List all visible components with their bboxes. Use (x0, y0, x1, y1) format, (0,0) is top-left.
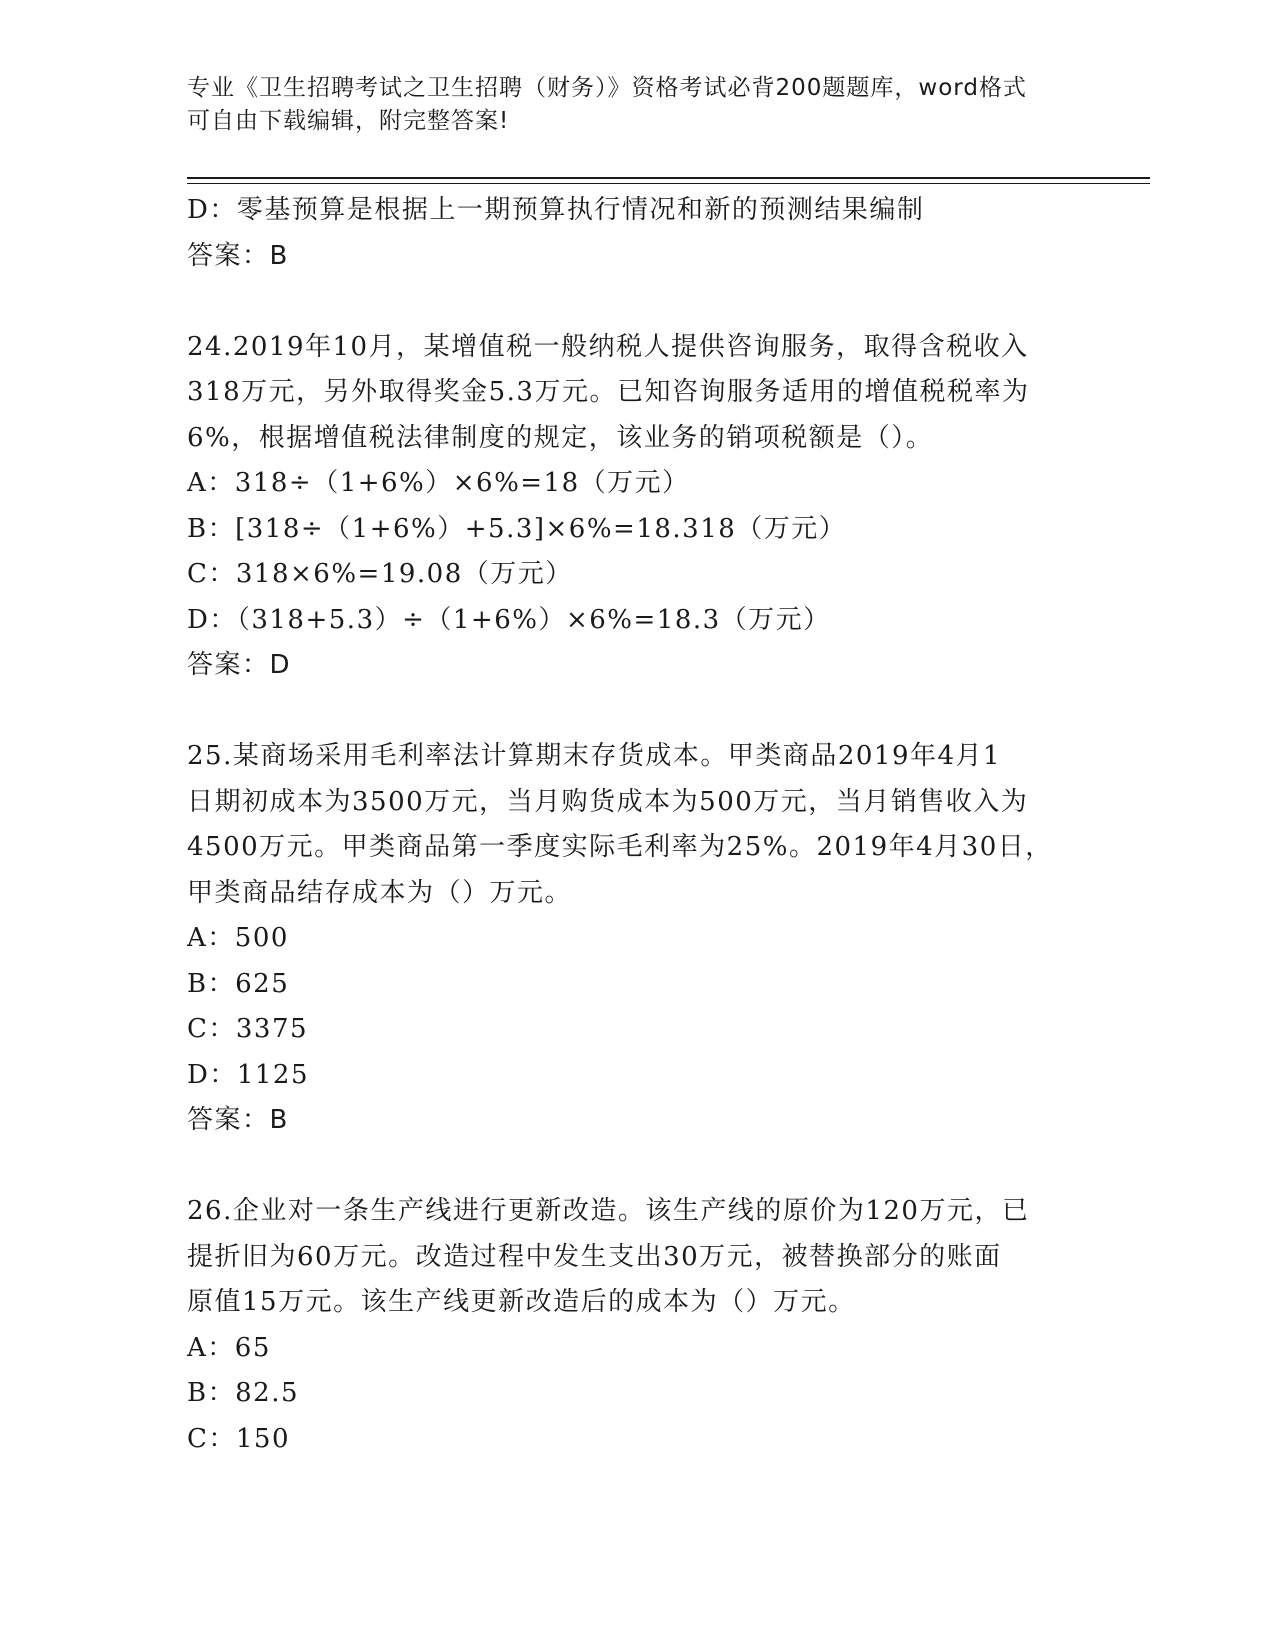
header-line-2: 可自由下载编辑，附完整答案! (187, 108, 510, 134)
option-line: B：[318÷（1+6%）+5.3]×6%=18.318（万元） (187, 513, 847, 544)
option-line: B：625 (187, 968, 290, 999)
option-line: C：3375 (187, 1014, 309, 1044)
question-text-line: 6%，根据增值税法律制度的规定，该业务的销项税额是（）。 (187, 422, 934, 453)
answer-line: 答案：B (187, 240, 289, 271)
question-text-line: 24.2019年10月，某增值税一般纳税人提供咨询服务，取得含税收入 (187, 331, 1029, 362)
option-line: C：318×6%=19.08（万元） (187, 559, 573, 589)
option-line: A：500 (187, 923, 289, 953)
option-line: B：82.5 (187, 1378, 299, 1408)
question-block (187, 188, 1087, 279)
block-spacer (187, 1144, 1087, 1190)
question-text-line: 4500万元。甲类商品第一季度实际毛利率为25%。2019年4月30日， (187, 832, 1053, 862)
header-divider-thin (187, 183, 1150, 184)
header-line-1: 专业《卫生招聘考试之卫生招聘（财务）》资格考试必背200题题库，word格式 (187, 75, 1027, 101)
block-spacer (187, 279, 1087, 325)
question-text-line: 26.企业对一条生产线进行更新改造。该生产线的原价为120万元，已 (187, 1196, 1030, 1226)
block-spacer (187, 689, 1087, 735)
question-text-line: 318万元，另外取得奖金5.3万元。已知咨询服务适用的增值税税率为 (187, 377, 1030, 407)
option-line: A：65 (187, 1332, 271, 1363)
option-line: C：150 (187, 1423, 291, 1454)
answer-line: 答案：D (187, 650, 292, 680)
option-line: D：零基预算是根据上一期预算执行情况和新的预测结果编制 (187, 195, 925, 225)
question-text-line: 日期初成本为3500万元，当月购货成本为500万元，当月销售收入为 (187, 786, 1029, 817)
option-line: D：（318+5.3）÷（1+6%）×6%=18.3（万元） (187, 604, 831, 635)
question-text-line: 甲类商品结存成本为（）万元。 (187, 877, 573, 908)
question-block (187, 325, 1087, 689)
option-line: D：1125 (187, 1059, 310, 1090)
option-line: A：318÷（1+6%）×6%=18（万元） (187, 468, 690, 498)
question-text-line: 原值15万元。该生产线更新改造后的成本为（）万元。 (187, 1287, 856, 1317)
question-content (187, 188, 1087, 1462)
question-text-line: 提折旧为60万元。改造过程中发生支出30万元，被替换部分的账面 (187, 1241, 1002, 1272)
header-divider-thick (187, 177, 1150, 179)
question-block (187, 1189, 1087, 1462)
question-block (187, 734, 1087, 1144)
page-header (187, 72, 1067, 138)
answer-line: 答案：B (187, 1105, 289, 1135)
question-text-line: 25.某商场采用毛利率法计算期末存货成本。甲类商品2019年4月1 (187, 741, 1002, 771)
